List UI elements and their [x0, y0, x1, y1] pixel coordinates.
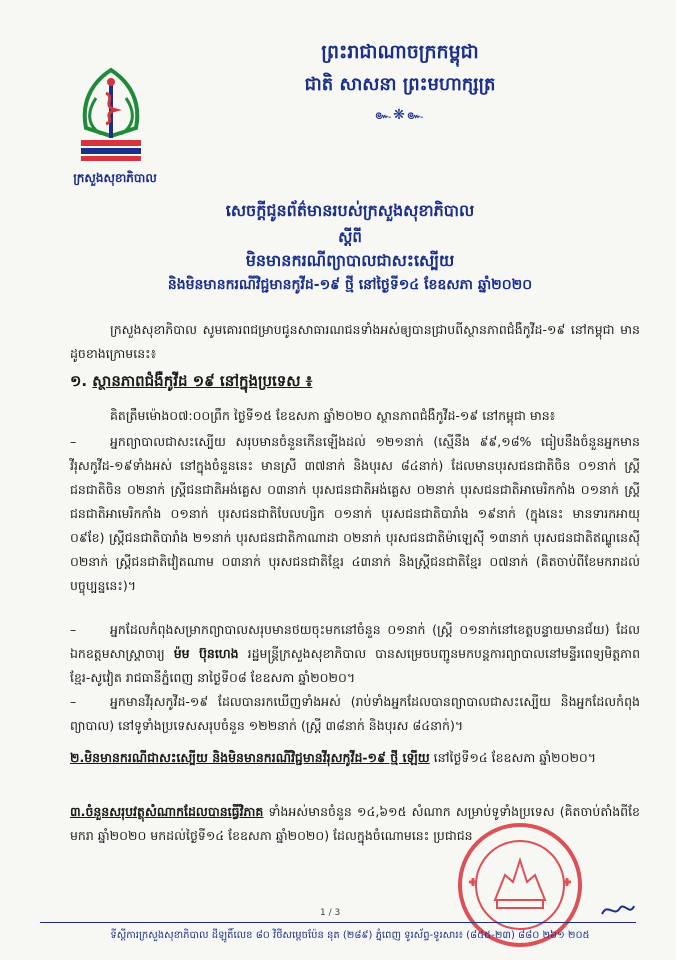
intro-paragraph: ក្រសួងសុខាភិបាល សូមគោរពជម្រាបជូនសាធារណជនទាំងអស់ឲ្យបានជ្រាបពីស្ថានភាពជំងឺកូវីដ-១៩ នៅកម្ពុជា មានដូចខាងក្រោមនេះ៖: [70, 322, 640, 361]
footer-address: ទីស្តីការក្រសួងសុខាភិបាល ដីឡូតិ៍លេខ ៨០ វិថីសម្តេចប៉ែន នុត (២៨៩) ភ្នំពេញ ទូរស័ព្ទ-ទូរសារ៖ (៨៥៥-២៣) ៨៨០ ២៦១ ២០៥: [110, 930, 590, 941]
treatment-bullet: [70, 618, 640, 690]
status-time-paragraph: គិតត្រឹមម៉ោង០៧:០០ព្រឹក ថ្ងៃទី១៥ ខែឧសភា ឆ្នាំ២០២០ ស្ថានភាពជំងឺកូវីដ-១៩ នៅកម្ពុជា មាន៖: [110, 408, 556, 423]
national-motto: ជាតិ សាសនា ព្រះមហាក្សត្រ: [304, 74, 496, 95]
section-2-rest-text: នៅថ្ងៃទី១៤ ខែឧសភា ឆ្នាំ២០២០។: [429, 750, 597, 765]
treatment-text-b: រដ្ឋមន្ត្រីក្រសួងសុខាភិបាល បានសម្រេចបញ្ជូនមកបន្តការព្យាបាលនៅមន្ទីរពេទ្យមិត្តភាពខ្មែរ-សូវៀត រាជធានីភ្នំពេញ នាថ្ងៃទី០៨ ខែឧសភា ឆ្នាំ២០២០។: [70, 646, 641, 685]
title-line-3: មិនមានករណីព្យាបាលជាសះស្បើយ: [245, 251, 455, 270]
bullet-dash: –: [70, 434, 77, 449]
recovered-bullet: [70, 430, 640, 598]
signature-mark: [600, 900, 636, 920]
section-3-number: ៣.: [70, 804, 86, 819]
signature-icon: [600, 900, 636, 920]
section-1-number: ១.: [70, 372, 88, 390]
footer-divider: [40, 922, 636, 923]
kingdom-heading: ព្រះរាជាណាចក្រកម្ពុជា: [321, 41, 479, 63]
section-2-number: ២.: [70, 750, 85, 765]
bullet-dash: –: [70, 622, 77, 637]
section-1-title: ស្ថានភាពជំងឺកូវីដ ១៩ នៅក្នុងប្រទេស ៖: [92, 372, 313, 390]
total-cases-bullet: [70, 690, 640, 738]
section-1-heading: [70, 372, 630, 394]
section-2-bold-text: មិនមានករណីជាសះស្បើយ និងមិនមានករណីវិជ្ជមានវីរុសកូវីដ-១៩ ថ្មី ឡើយ: [84, 750, 430, 765]
ministry-logo: [56, 58, 166, 168]
section-3-bold-text: ចំនួនសរុបវត្ថុសំណាកដែលបានធ្វើវិភាគ: [85, 804, 264, 819]
treatment-text-a: អ្នកដែលកំពុងសម្រាកព្យាបាលសរុបមានថយចុះមកនៅចំនួន ០១នាក់ (ស្ត្រី ០១នាក់នៅខេត្តបន្ទាយមានជ័យ) ដែលឯកឧត្តមសាស្ត្រាចារ្យ: [70, 622, 640, 661]
ministry-label: ក្រសួងសុខាភិបាល: [73, 171, 157, 185]
minister-name: ម៉ម ប៊ុនហេង: [173, 646, 239, 661]
recovered-text: អ្នកព្យាបាលជាសះស្បើយ សរុបមានចំនួនកើនឡើងដល់ ១២១នាក់ (ស្មើនឹង ៩៩,១៨% ធៀបនឹងចំនួនអ្នកមានវីរុសកូវីដ-១៩ទាំងអស់ នៅក្នុងចំនួននេះ មានស្រី ៣៧នាក់ និងបុរស ៨៤នាក់) ដែលមានបុរសជនជាតិចិន ០១នាក់ ស្ត្រីជនជាតិចិន ០២នាក់ ស្ត្រីជនជាតិអង់គ្លេស ០៣នាក់ បុរសជនជាតិអង់គ្លេស ០២នាក់ បុរសជនជាតិអាមេរិកកាំង ០១នាក់ ស្ត្រីជនជាតិអាមេរិកកាំង ០១នាក់ បុរសជនជាតិបែលហ្សិក ០១នាក់ បុរសជនជាតិបារាំង ១៩នាក់ (ក្នុងនេះ មានទារកអាយុ ០៩ខែ) ស្ត្រីជនជាតិបារាំង ២១នាក់ បុរសជនជាតិកាណាដា ០២នាក់ បុរសជនជាតិម៉ាឡេស៊ី ១៣នាក់ បុរសជនជាតិឥណ្ឌូនេស៊ី ០២នាក់ ស្ត្រីជនជាតិវៀតណាម ០៣នាក់ បុរសជនជាតិខ្មែរ ៤៣នាក់ និងស្ត្រីជនជាតិខ្មែរ ០៧នាក់ (គិតចាប់ពីខែមករាដល់បច្ចុប្បន្ននេះ)។: [70, 434, 640, 593]
total-cases-text: អ្នកមានវីរុសកូវីដ-១៩ ដែលបានរកឃើញទាំងអស់ (រាប់ទាំងអ្នកដែលបានព្យាបាលជាសះស្បើយ និងអ្នកដែលកំពុងព្យាបាល) នៅទូទាំងប្រទេសសរុបចំនួន ១២២នាក់ (ស្ត្រី ៣៨នាក់ និងបុរស ៨៤នាក់)។: [70, 694, 640, 733]
ministry-emblem-icon: [56, 58, 166, 168]
ornament-divider: ๛❋๛: [374, 107, 426, 123]
page-number: 1 / 3: [320, 908, 341, 918]
section-2-paragraph: [70, 746, 640, 770]
bullet-dash: –: [70, 694, 77, 709]
section-3-rest-text: ទាំងអស់មានចំនួន ១៤,៦១៥ សំណាក សម្រាប់ទូទាំងប្រទេស (គិតចាប់តាំងពីខែមករា ឆ្នាំ២០២០ មកដល់ថ្ងៃទី១៤ ខែឧសភា ឆ្នាំ២០២០) ដែលក្នុងចំណោមនេះ ប្រជាជន: [70, 804, 640, 843]
title-line-1: សេចក្តីជូនព័ត៌មានរបស់ក្រសួងសុខាភិបាល: [225, 201, 475, 220]
title-line-2: ស្តីពី: [338, 228, 362, 246]
title-line-4: និងមិនមានករណីវិជ្ជមានកូវីដ-១៩ ថ្មី នៅថ្ងៃទី១៤ ខែឧសភា ឆ្នាំ២០២០: [167, 277, 533, 293]
